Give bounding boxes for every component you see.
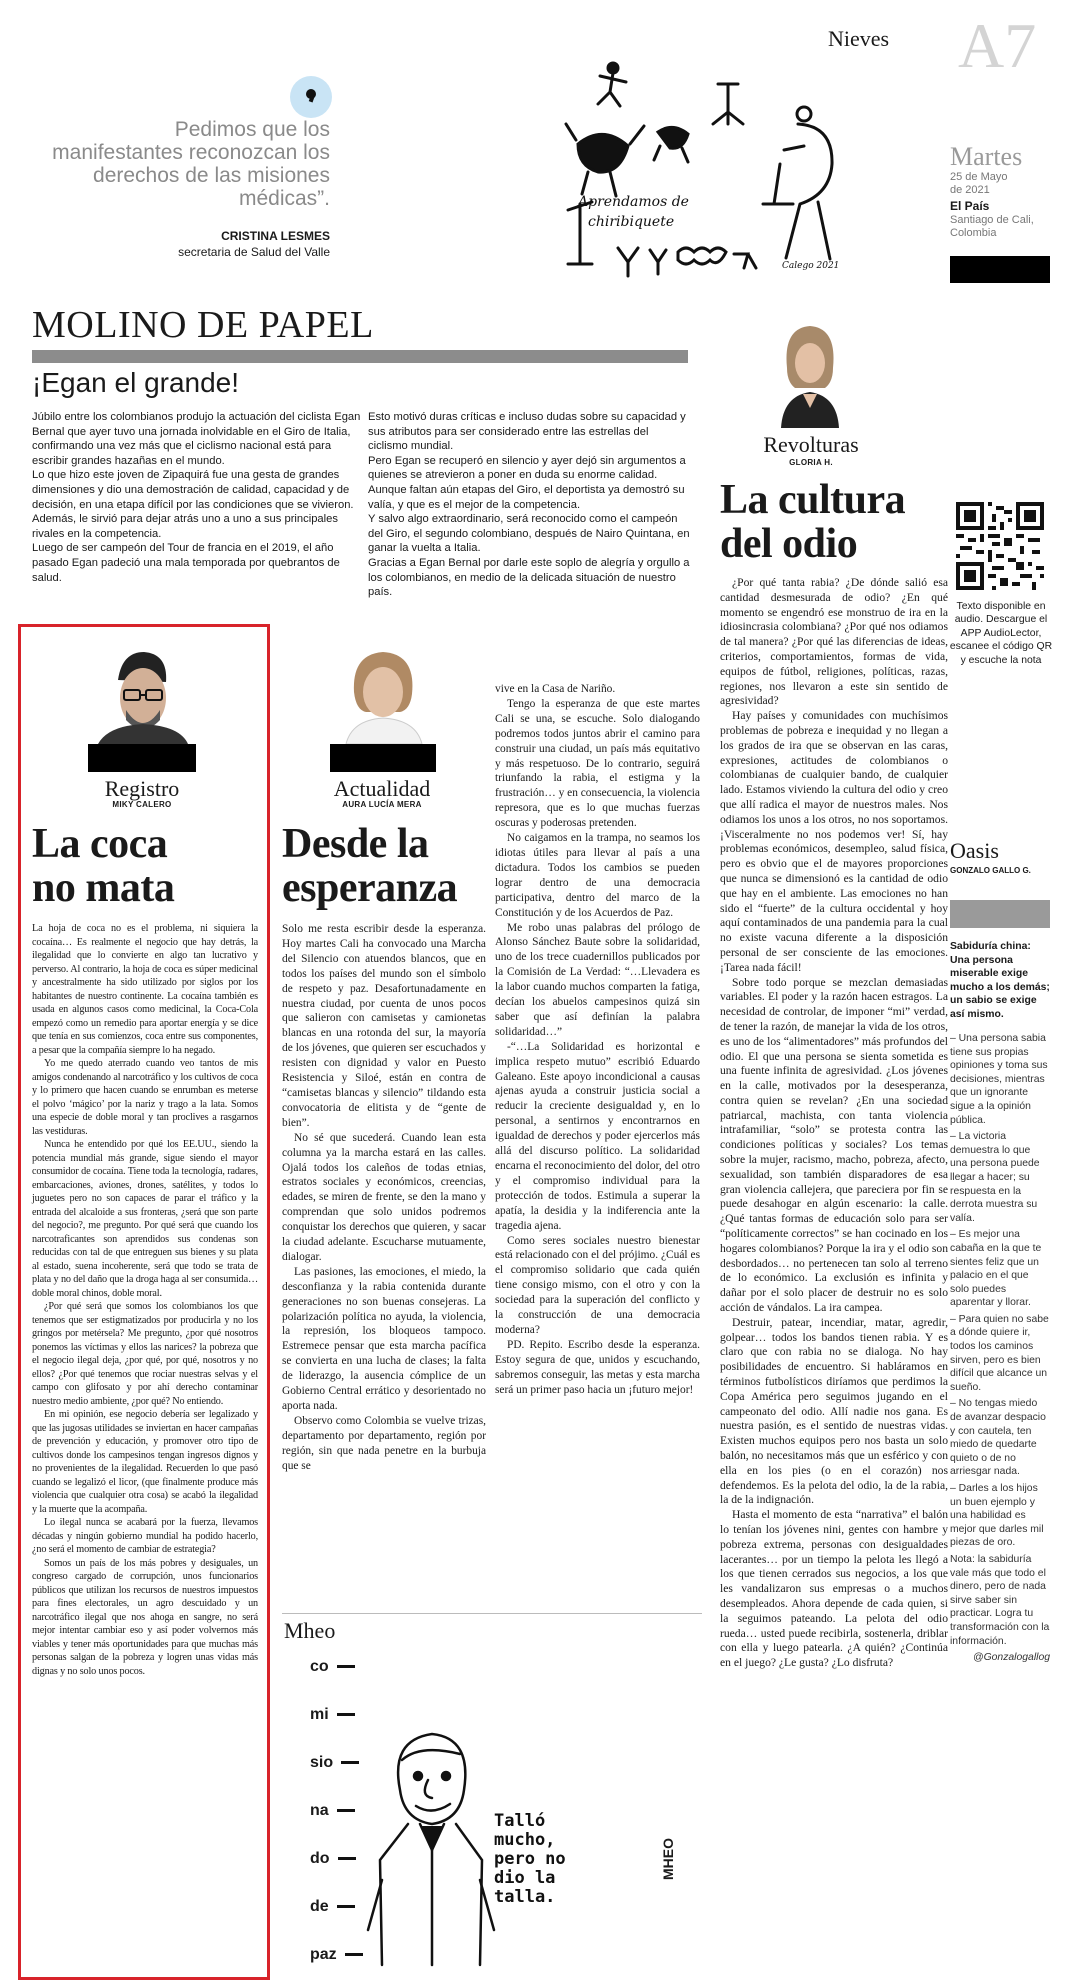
paragraph: Gracias a Egan Bernal por darle este soplo de alegría y orgullo a los colombianos, en medio de la delicada situación de nuestro país.	[368, 556, 690, 599]
paragraph: No caigamos en la trampa, no seamos los idiotas útiles para llevar al país a una dictadura. Todos los cambios se pueden lograr dentro de una democracia participativa, dentro del marco de la Constitución y de los Acuerdos de Paz.	[495, 832, 700, 919]
headline-line: La coca	[32, 821, 168, 867]
paragraph: – La victoria demuestra lo que una persona puede llegar a hacer; su respuesta en la derrota muestra su valía.	[950, 1131, 1040, 1224]
paragraph: Y salvo algo extraordinario, será reconocido como el campeón del Giro, el segundo colombiano, después de Nairo Quintana, en ganar la vuelta a Italia.	[368, 513, 690, 555]
columnist-photo-registro	[88, 640, 196, 772]
oasis-lead: Sabiduría china: Una persona miserable exige mucho a los demás; un sabio se exige así mismo.	[950, 941, 1050, 1020]
paragraph: Júbilo entre los colombianos produjo la actuación del ciclista Egan Bernal que ayer tuvo una jornada inolvidable en el Giro de Italia, confirmando una vez más que el ciclismo nacional está para escribir grandes hazañas en el mundo.	[32, 411, 361, 467]
quote-author: CRISTINA LESMES	[221, 229, 330, 243]
illustration-drawing	[548, 54, 848, 284]
paragraph: – Es mejor una cabaña en la que te sientes feliz que un palacio en el que solo puedes aparentar y llorar.	[950, 1229, 1042, 1309]
cartoon-divider	[282, 1613, 702, 1614]
actualidad-column-2	[495, 682, 700, 1398]
paragraph: Aunque faltan aún etapas del Giro, el deportista ya demostró su valía, y que es el mejor de la competencia.	[368, 483, 685, 511]
bubble-line: Talló	[494, 1811, 546, 1831]
paragraph: – Para quien no sabe a dónde quiere ir, todos los caminos sirven, pero es bien difícil que alcance un sueño.	[950, 1313, 1049, 1393]
qr-caption: Texto disponible en audio. Descargue el APP AudioLector, escanee el código QR y escuche la nota	[949, 601, 1053, 666]
paragraph: Yo me quedo aterrado cuando veo tantos de mis amigos condenando al narcotráfico y los cultivos de coca y lo primero que hacen cuando se enrumban es meterse el polvo ‘mágico’ por la nariz y trago a la lata. Somos una especie de doble moral y tan proclives a rasgarnos las vestiduras.	[32, 1058, 258, 1137]
headline-line: Desde la	[282, 821, 429, 867]
paragraph: Nunca he entendido por qué los EE.UU., siendo la potencia mundial más grande, sigue siendo el mayor consumidor de cocaína. Tiene toda la tecnología, radares, embarcaciones, aviones, drones, satélites, y todos lo juguetes pero no son capaces de parar el tráfico y la entrada del alcaloide a sus fronteras, ¿será que son parte del negocio?, me pregunto. Por qué será que cuando los narcotraficantes son aprendidos sus condenas son reducidas con tal de que entreguen sus bienes y su plata al estado, suena incoherente, será que todo se trata de plata y no del daño que la droga haga al ser consumida… doble moral chinos, doble moral.	[32, 1139, 258, 1299]
paragraph: Tengo la esperanza de que este martes Cali se una, se escuche. Solo dialogando podremos todos juntos abrir el camino para construir una ciudad, un país más equitativo y más respetuoso. De lo contrario, seguirá triunfando la rabia, el estigma y la frustración… y en consecuencia, la violencia represora, que es lo que muchas fuerzas oscuras y poderosas pretenden.	[495, 697, 700, 830]
pull-quote: Pedimos que los manifestantes reconozcan los derechos de las misiones médicas”.	[52, 118, 330, 210]
molino-column-1	[32, 410, 362, 585]
paragraph: Nota: la sabiduría vale más que todo el dinero, pero de nada sirve saber sin practicar. Logra tu transformación con la información.	[950, 1553, 1050, 1647]
quote-role: secretaria de Salud del Valle	[178, 245, 330, 259]
paragraph: ¿Por qué tanta rabia? ¿De dónde salió esa cantidad desmesurada de odio? ¿En qué momento se engendró ese monstruo de ira en la idiosincrasia colombiana? ¿Por qué nos odiamos de tal manera? ¿Por qué las diferencias de ideas, criterios, comportamientos, formas de vida, equipos de fútbol, religiones, políticas, razas, regiones, nos llevaron a este sin sentido de agresividad?	[720, 576, 948, 708]
paragraph: -“…La Solidaridad es horizontal e implica respeto mutuo” escribió Eduardo Galeano. Este apoyo incondicional a causas ajenas ayuda a construir justicia social a reducir la creciente desigualdad y, en lo personal, a sentirnos y encontrarnos en igualdad de derechos y poder ejercerlos más allá del discurso político. La solidaridad encarna el reconocimiento del dolor, del otro y el compromiso individual para la protección de todos. Estimula a superar la apatía, la desidia y la indiferencia ante la tragedia ajena.	[495, 1040, 700, 1232]
bubble-line: talla.	[494, 1887, 556, 1907]
date	[950, 171, 1007, 197]
header-black-bar	[950, 256, 1050, 283]
cartoon-character	[360, 1720, 500, 1970]
paragraph: vive en la Casa de Nariño.	[495, 683, 616, 695]
paragraph: Lo que hizo este joven de Zipaquirá fue una gesta de grandes dimensiones y dio una demostración de calidad, capacidad y de decisión, en una etapa difícil por las condiciones que se vivieron.	[32, 469, 354, 511]
paragraph: La hoja de coca no es el problema, ni siquiera la cocaína… Es realmente el negocio que hay detrás, la ilegalidad que lo convierte en algo tan lucrativo y perverso. Al contrario, la hoja de coca es súper medicinal y ancestralmente ha sido utilizado por siglos por los habitantes de nuestro continente. La cocaína también es usada en algunos casos como medicinal, la Coca-Cola empezó como un remedio para aportar energía y se dice que tenía en sus comienzos, coca entre sus componentes, a pesar que la compañía siempre lo ha negado.	[32, 923, 258, 1056]
paragraph: Solo me resta escribir desde la esperanza. Hoy martes Cali ha convocado una Marcha del Silencio con atuendos blancos, que en todos los países del mundo son el símbolo de respeto y paz. Desafortunadamente en nuestra ciudad, por cuenta de unos pocos que salieron con camisetas y camionetas blancas en una rotonda del sur, la mayoría de los jóvenes, que quieren ser escuchados y resisten con dignidad y valor en Puesto Resistencia y Siloé, están en contra de “camisetas blancas y silencio” tildando esta convocatoria de elitista y de “gente de bien”.	[282, 923, 486, 1129]
paragraph: Pero Egan se recuperó en silencio y ayer dejó sin argumentos a quienes se atrevieron a poner en duda su enorme calidad.	[368, 454, 686, 482]
date-line: de 2021	[950, 184, 990, 196]
paragraph: Las pasiones, las emociones, el miedo, la desconfianza y la rabia contenida durante generaciones no son buenas consejeras. La polarización política no ayuda, la violencia, la represión, los bloqueos tampoco. Estremece pensar que esta marcha pacífica se convierta en una lucha de clases; la falta de liderazgo, la ausencia cómplice de un Gobierno Central errático y desorientado no aporta nada.	[282, 1265, 486, 1412]
paragraph: Sobre todo porque se mezclan demasiadas variables. El poder y la razón hacen estragos. La necesidad de controlar, de imponer “mi” verdad, de tener la razón, de manejar la vida de los otros, es uno de los “alimentadores” más profundos del odio. El que una persona se sienta sometida es una fuente infinita de agresividad. ¿Los jóvenes en la calle, motivados por la desesperanza, contra quien se revelan? ¿En una sociedad patriarcal, machista, con tanta violencia intrafamiliar, “solo” se protesta contra las condiciones políticas y sociales? Los temas sobre la mujer, racismo, macho, pobreza, afecto, sexualidad, son también disparadores de esa gran violencia callejera, que pareciera por fin se puede desahogar en algún escenario: la calle. ¿Qué tantas formas de educación solo para ser “políticamente correctos” se han cocinado en los hogares colombianos? Porque la ira y el odio son desbordados… no pertenecen tan solo al terreno de lo económico. La exclusión es infinita y dañar por el solo placer de destruir no es solo acción de vándalos. La ira campea.	[720, 975, 948, 1315]
registro-section: Registro	[104, 776, 180, 801]
paragraph: En mi opinión, ese negocio debería ser legalizado y que las jugosas utilidades se inviertan en hacer campañas de prevención y educación, y promover otro tipo de cultivos donde los campesinos tengan ingresos dignos y no provenientes de la ilegalidad. Recuerden lo que pasó cuando se legalizó el licor, (que finalmente produce más violencia que cualquier otra cosa) se acabó la ilegalidad y la muerte que la acompaña.	[32, 1409, 258, 1515]
revolturas-author: GLORIA H.	[789, 458, 833, 467]
weekday: Martes	[950, 142, 1023, 171]
illustration-caption-2: chiribiquete	[588, 214, 675, 230]
columnist-photo-revolturas	[773, 318, 847, 428]
paragraph: Hasta el momento de esta “narrativa” el balón lo tenían los jóvenes nini, gentes con hambre y pobreza extrema, personas con desigualdades lacerantes… por un tiempo la pelota les llegó a los que tienen cerrados sus negocios, a los que les vandalizaron sus empresas o a muchos desempleados. Ahora depende de cada quien, si la seguimos pateando. La pelota del odio rueda… usted puede recibirla, sostenerla, driblar con ella y luego patearla. ¿A quién? ¿Continúa en el juego? ¿Le gusta? ¿Lo disfruta?	[720, 1508, 948, 1670]
page-number: A7	[958, 10, 1037, 81]
revolturas-headline	[720, 478, 950, 566]
actualidad-headline	[282, 822, 502, 910]
paragraph: Luego de ser campeón del Tour de francia en el 2019, el año pasado Egan padeció una mala temporada por quebrantos de salud.	[32, 542, 340, 584]
syllable: paz	[310, 1946, 363, 1964]
paragraph: Lo ilegal nunca se acabará por la fuerza, llevamos décadas y ningún gobierno mundial ha podido hacerlo, ¿no será el momento de cambiar de estrategia?	[32, 1517, 258, 1555]
molino-column-2	[368, 410, 690, 600]
section-name: Nieves	[828, 26, 890, 51]
paper-name: El País	[950, 199, 990, 213]
paragraph: Esto motivó duras críticas e incluso dudas sobre su capacidad y sus atributos para ser considerado entre las estrellas del ciclismo mundial.	[368, 411, 686, 453]
paragraph: PD. Repito. Escribo desde la esperanza. Estoy segura de que, unidos y escuchando, sabremos conseguir, las metas y esta marcha será un primer paso hacia un ¡futuro mejor!	[495, 1338, 700, 1396]
paragraph: Hay países y comunidades con muchísimos problemas de pobreza e inequidad y no llegan a los grados de ira que se observan en las caras, expresiones, actitudes de colombianos o colombianas de cualquier bando, de cualquier lado. Estamos viviendo la cultura del odio y creo que allí radica el mayor de nuestros males. Nos odiamos los unos a los otros, no nos soportamos. ¡Visceralmente no nos podemos ver! Sí, hay problemas económicos, desempleo, salud física, pero es obvio que el de mayores proporciones que nunca se dimensionó es la cantidad de odio que hay en el ambiente. Las emociones no han sido el “fuerte” de la cultura occidental y hoy aquí contaminados de una pandemia para la cual no existe vacuna diferente a la disposición personal de ser consciente de las emociones. ¡Tarea nada fácil!	[720, 709, 948, 974]
paragraph: No sé que sucederá. Cuando lean esta columna ya la marcha estará en las calles. Ojalá todos los caleños de todas etnias, estratos sociales y económicos, creencias, edades, se miren de frente, se den la mano y comprendan que solo unidos podremos conquistar los derechos que quieren, y sacar la ciudad adelante. Escucharse mutuamente, dialogar.	[282, 1131, 486, 1263]
cartoon-label: Mheo	[284, 1618, 336, 1643]
paragraph: – No tengas miedo de avanzar despacio y con cautela, ten miedo de quedarte quieto o de no arriesgar nada.	[950, 1398, 1046, 1478]
cave-art-illustration	[548, 54, 848, 284]
paragraph: Me robo unas palabras del prólogo de Alonso Sánchez Baute sobre la solidaridad, uno de los trece cuadernillos publicados por la Comisión de La Verdad: “…Llevadera es la labor cuando muchos comparten la fatiga, decían los abuelos campesinos quizá sin saber que así definían la palabra solidaridad…”	[495, 921, 700, 1038]
illustration-signature: Calego 2021	[782, 261, 840, 271]
molino-headline: ¡Egan el grande!	[32, 367, 240, 398]
syllable: mi	[310, 1706, 355, 1724]
paragraph: Destruir, patear, incendiar, matar, agredir, golpear… todos los bandos tienen rabia. Y es claro que con rabia no se dialoga. No hay posibilidades de encuentro. Si habláramos en términos futbolísticos diríamos que perdimos la Copa América pero seguimos jugando en el campeonato del odio. Allí nadie nos gana. Es nuestra pasión, es el sentido de nuestras vidas. Existen muchos equipos pero nos basta un solo balón, no necesitamos más que un esférico y con ella en los pies (o en el corazón) nos defendemos. Es la pelota del odio, la de la rabia, la de la indignación.	[720, 1315, 948, 1507]
actualidad-section: Actualidad	[333, 776, 431, 801]
headline-line: esperanza	[282, 865, 458, 911]
paragraph: ¿Por qué será que somos los colombianos los que tenemos que ser estigmatizados por producirla y no los gringos por metérsela? Me pregunto, ¿por qué nosotros ponemos las víctimas y ellos las narices? la pobreza que el negocio ilegal deja, ¿por qué, por qué, nosotros y no ellos? ¿Por qué tenemos que rociar nuestras selvas y el campo con glifosato y por ahí derecho contaminar nuestro medio ambiente, ¿por qué? No entiendo.	[32, 1301, 258, 1407]
oasis-grey-bar	[950, 900, 1050, 928]
illustration-caption-1: Aprendamos de	[578, 194, 689, 210]
columnist-photo-actualidad	[330, 640, 436, 772]
paragraph: Observo como Colombia se vuelve trizas, departamento por departamento, región por región, sin que nada penetre en la burbuja que se	[282, 1414, 486, 1472]
bubble-line: mucho,	[494, 1830, 556, 1850]
paragraph: – Una persona sabia tiene sus propias opiniones y toma sus decisiones, mientras que un ignorante sigue a la opinión pública.	[950, 1033, 1048, 1126]
oasis-author: GONZALO GALLO G.	[950, 866, 1031, 875]
registro-headline	[32, 822, 262, 910]
date-line: 25 de Mayo	[950, 171, 1008, 183]
oasis-handle: @Gonzalogallog	[973, 1652, 1050, 1664]
headline-line: La cultura	[720, 477, 906, 523]
actualidad-author: AURA LUCÍA MERA	[342, 800, 422, 809]
paragraph: – Darles a los hijos un buen ejemplo y una habilidad es mejor que darles mil piezas de oro.	[950, 1483, 1044, 1549]
oasis-body	[950, 1032, 1050, 1668]
paragraph: Además, le sirvió para dejar atrás uno a uno a sus principales rivales en la competencia.	[32, 513, 338, 540]
revolturas-body	[720, 576, 948, 1671]
syllable: co	[310, 1658, 355, 1676]
paragraph: Como seres sociales nuestro bienestar está relacionado con el del prójimo. ¿Cuál es el compromiso solidario que cada quién tiene consigo mismo, con el otro y con la sociedad para la superación del conflicto y la construcción de una democracia moderna?	[495, 1234, 700, 1336]
registro-author: MIKY CALERO	[112, 800, 172, 809]
registro-body	[32, 922, 258, 1678]
actualidad-column-1	[282, 922, 486, 1474]
quote-icon	[290, 76, 332, 118]
cartoon-signature: MHEO	[660, 1838, 676, 1880]
syllable: sio	[310, 1754, 359, 1772]
qr-code[interactable]	[956, 502, 1044, 590]
cartoon-speech-bubble	[494, 1812, 594, 1907]
syllable: do	[310, 1850, 356, 1868]
revolturas-section: Revolturas	[763, 432, 859, 457]
oasis-section: Oasis	[950, 838, 999, 863]
molino-rule	[32, 350, 688, 363]
syllable: na	[310, 1802, 355, 1820]
molino-section-title: MOLINO DE PAPEL	[32, 304, 374, 346]
headline-line: del odio	[720, 521, 858, 567]
bubble-line: pero no	[494, 1849, 566, 1869]
headline-line: no mata	[32, 865, 175, 911]
syllable: de	[310, 1898, 355, 1916]
bubble-line: dio la	[494, 1868, 556, 1888]
paragraph: Somos un país de los más pobres y desiguales, un congreso cargado de corrupción, unos funcionarios públicos que utilizan los recursos de nuestros impuestos para fines electorales, un agro descuidado y un narcotráfico ilegal que nos ahoga en sangre, no será mejor intentar cambiar eso y así poder volvernos más viables y tener más oportunidades para que muchas más personas salgan de la pobreza y logren unas vidas más dignas y no solo unos pocos.	[32, 1557, 258, 1677]
city: Santiago de Cali, Colombia	[950, 214, 1034, 239]
